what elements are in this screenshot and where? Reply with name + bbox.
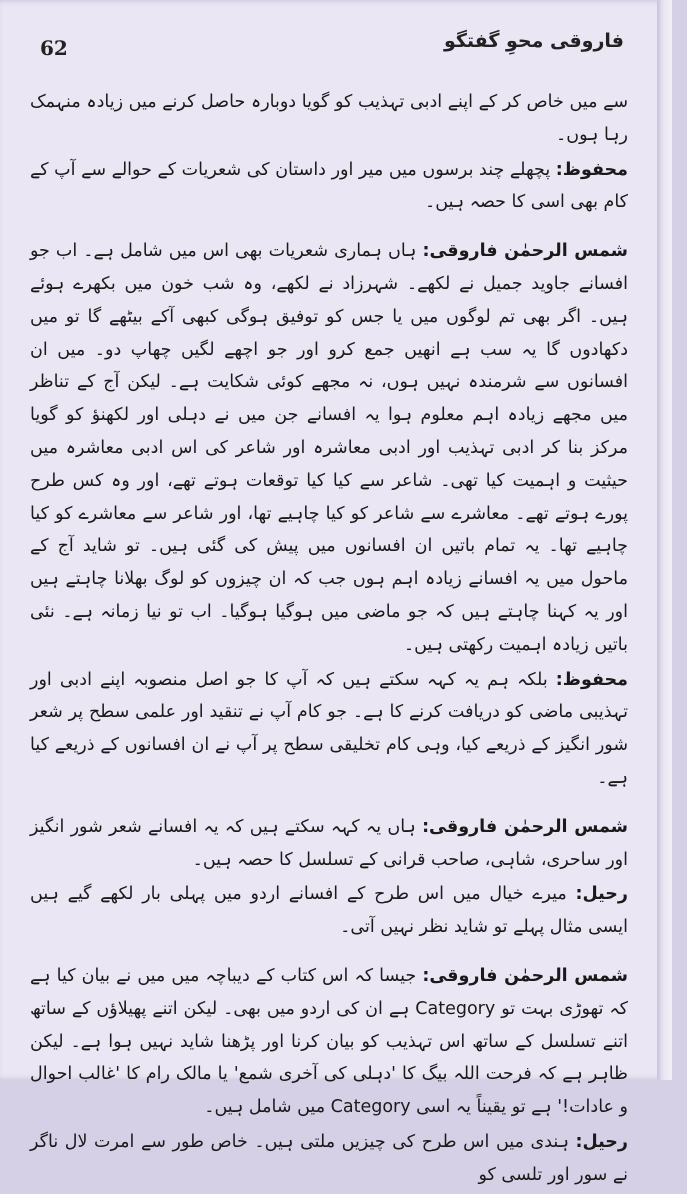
paragraph <box>30 154 628 220</box>
paragraph <box>30 235 628 661</box>
speaker-name: رحیل: <box>575 1131 628 1152</box>
speaker-name: رحیل: <box>575 884 628 905</box>
speaker-name: محفوظ: <box>555 159 628 180</box>
paragraph <box>30 960 628 1124</box>
page-body <box>30 86 628 1194</box>
paragraph <box>30 811 628 877</box>
paragraph-text: میرے خیال میں اس طرح کے افسانے اردو میں پہلی بار لکھے گیے ہیں ایسی مثال پہلے تو شاید نظر نہیں آتی۔ <box>30 884 628 938</box>
page-header <box>40 30 624 62</box>
paragraph-text: ہندی میں اس طرح کی چیزیں ملتی ہیں۔ خاص طور سے امرت لال ناگر نے سور اور تلسی کو <box>30 1131 628 1185</box>
speaker-name: شمس الرحمٰن فاروقی: <box>422 816 628 837</box>
paragraph-text: بلکہ ہم یہ کہہ سکتے ہیں کہ آپ کا جو اصل منصوبہ اپنے ادبی اور تہذیبی ماضی کو دریافت کرنے کا ہے۔ جو کام آپ نے تنقید اور علمی سطح پر شعر شور انگیز کے ذریعے کیا، وہی کام تخلیقی سطح پر آپ نے ان افسانوں کے ذریعے کیا ہے۔ <box>30 669 628 788</box>
paragraph <box>30 86 628 152</box>
paragraph-text: جیسا کہ اس کتاب کے دیباچہ میں میں نے بیان کیا ہے کہ تھوڑی بہت تو Category ہے ان کی اردو میں بھی۔ لیکن اتنے پھیلاؤں کے ساتھ اتنے تسلسل کے ساتھ اس تہذیب کو بیان کرنا اور پڑھنا شاید نہیں ہوا ہے۔ لیکن ظاہر ہے کہ فرحت اللہ بیگ کا 'دہلی کی آخری شمع' یا مالک رام کا 'غالب احوال و عادات!' ہے تو یقیناً یہ اسی Category میں شامل ہیں۔ <box>30 965 628 1118</box>
page-number: 62 <box>40 36 68 60</box>
paragraph <box>30 878 628 944</box>
paragraph-text: پچھلے چند برسوں میں میر اور داستان کی شعریات کے حوالے سے آپ کے کام بھی اسی کا حصہ ہیں۔ <box>30 159 628 213</box>
speaker-name: شمس الرحمٰن فاروقی: <box>422 241 628 262</box>
paragraph-text: ہاں ہماری شعریات بھی اس میں شامل ہے۔ اب جو افسانے جاوید جمیل نے لکھے۔ شہرزاد نے لکھے، وہ شب خون میں بکھرے ہوئے ہیں۔ اگر بھی تم لوگوں میں یا جس کو توفیق ہوگی کبھی آکے بیٹھے گا تو میں دکھادوں گا یہ سب ہے انھیں جمع کرو اور جو اچھے لگیں چھاپ دو۔ میں ان افسانوں سے شرمندہ نہیں ہوں، نہ مجھے کوئی شکایت ہے۔ لیکن آج کے تناظر میں مجھے زیادہ اہم معلوم ہوا یہ افسانے جن میں نے دہلی اور لکھنؤ کو گویا مرکز بنا کر ادبی تہذیب اور ادبی معاشرہ اور شاعر کی اس ادبی معاشرہ میں حیثیت و اہمیت کیا تھی۔ شاعر سے کیا کیا توقعات ہوتے تھے، اور وہ کس طرح پورے ہوتے تھے۔ معاشرے سے شاعر کو کیا چاہیے تھا، اور شاعر سے معاشرے کو کیا چاہیے تھا۔ یہ تمام باتیں ان افسانوں میں پیش کی گئی ہیں۔ تو شاید آج کے ماحول میں یہ افسانے زیادہ اہم ہوں جب کہ ان چیزوں کو لوگ بھلانا چاہتے ہیں اور یہ کہنا چاہتے ہیں کہ جو ماضی میں ہوگیا ہوگیا۔ اب تو نیا زمانہ ہے۔ نئی باتیں زیادہ اہمیت رکھتی ہیں۔ <box>30 241 628 655</box>
paragraph <box>30 1126 628 1192</box>
running-title: فاروقی محوِ گفتگو <box>443 30 624 52</box>
paragraph-text: سے میں خاص کر کے اپنے ادبی تہذیب کو گویا دوبارہ حاصل کرنے میں زیادہ منہمک رہا ہوں۔ <box>30 92 628 145</box>
page-edge <box>657 0 672 1080</box>
speaker-name: محفوظ: <box>555 669 628 690</box>
paragraph-text: ہاں یہ کہہ سکتے ہیں کہ یہ افسانے شعر شور انگیز اور ساحری، شاہی، صاحب قرانی کے تسلسل کا حصہ ہیں۔ <box>30 816 628 870</box>
speaker-name: شمس الرحمٰن فاروقی: <box>422 965 628 986</box>
paragraph <box>30 664 628 795</box>
